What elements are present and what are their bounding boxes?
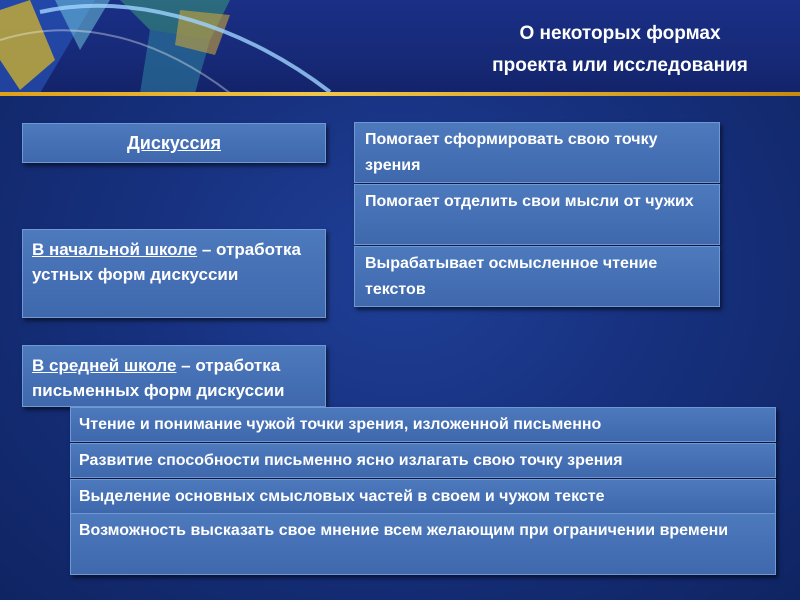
- title-line-2: проекта или исследования: [492, 55, 748, 76]
- primary-school-label: В начальной школе: [32, 240, 198, 259]
- benefit-item: [354, 246, 720, 307]
- benefit-item: [354, 184, 720, 245]
- skill-text: Выделение основных смысловых частей в своем и чужом тексте: [79, 488, 605, 505]
- primary-school-text: – отработка устных форм дискуссии: [32, 240, 301, 284]
- skill-item: [70, 443, 776, 478]
- skill-text: Развитие способности письменно ясно излагать свою точку зрения: [79, 452, 623, 469]
- page-title: [440, 18, 800, 82]
- skill-item: [70, 407, 776, 442]
- skill-item: [70, 479, 776, 514]
- primary-school-box: [22, 229, 326, 318]
- discussion-box: [22, 123, 326, 163]
- benefit-item: [354, 122, 720, 183]
- skill-item: [70, 513, 776, 575]
- title-line-1: О некоторых формах: [519, 23, 721, 44]
- benefit-text: Вырабатывает осмысленное чтение текстов: [365, 255, 658, 298]
- skill-text: Чтение и понимание чужой точки зрения, изложенной письменно: [79, 416, 602, 433]
- benefit-text: Помогает сформировать свою точку зрения: [365, 131, 658, 174]
- header-banner: [0, 0, 800, 93]
- secondary-school-box: [22, 345, 326, 407]
- skill-text: Возможность высказать свое мнение всем желающим при ограничении времени: [79, 522, 729, 539]
- secondary-school-label: В средней школе: [32, 356, 177, 375]
- secondary-school-text: – отработка письменных форм дискуссии: [32, 356, 285, 400]
- discussion-label: Дискуссия: [126, 133, 222, 153]
- decorative-graphic-icon: [0, 0, 360, 93]
- benefit-text: Помогает отделить свои мысли от чужих: [365, 193, 694, 210]
- header-accent-line: [0, 92, 800, 96]
